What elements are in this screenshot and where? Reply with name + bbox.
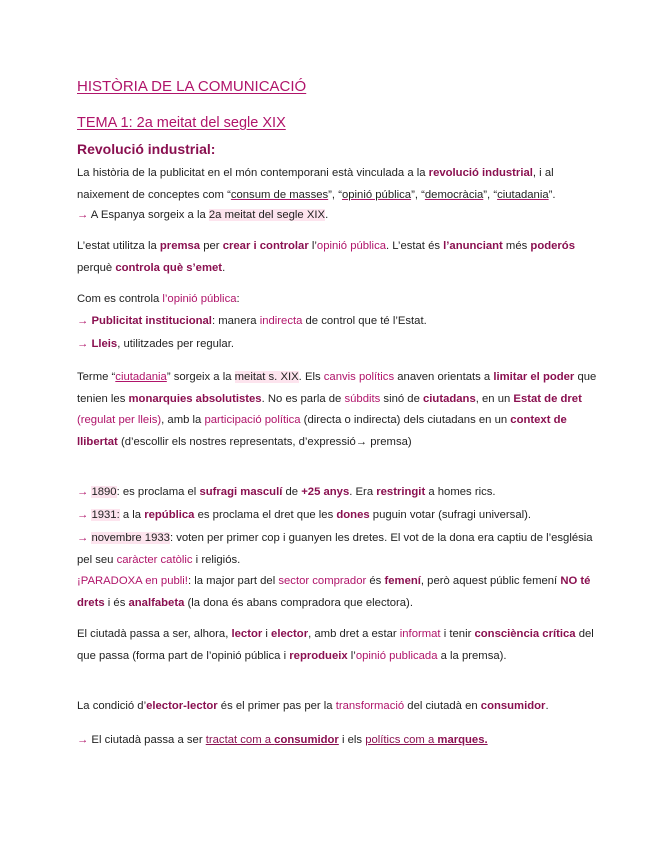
list-item-1931: → 1931: a la república es proclama el dret que les dones puguin votar (sufragi universal). [77, 509, 532, 521]
list-item-publicitat: → Publicitat institucional: manera indirecta de control que té l’Estat. [77, 315, 427, 327]
arrow-icon: → [77, 486, 89, 498]
list-item-lleis: → Lleis, utilitzades per regular. [77, 338, 234, 350]
arrow-icon: → [77, 734, 89, 746]
document-title: HISTÒRIA DE LA COMUNICACIÓ [77, 78, 307, 95]
paragraph-condicio: La condició d’elector-lector és el primer pas per la transformació del ciutadà en consumidor. [77, 700, 549, 712]
paragraph-espanya: → A Espanya sorgeix a la 2a meitat del segle XIX. [77, 209, 329, 221]
paragraph-estat: L’estat utilitza la premsa per crear i controlar l’opinió pública. L’estat és l’anunciant més poderós perquè controla què s’emet. [77, 240, 575, 274]
paragraph-consumidor: → El ciutadà passa a ser tractat com a consumidor i els polítics com a marques. [77, 734, 488, 746]
list-item-1933: → novembre 1933: voten per primer cop i guanyen les dretes. El vot de la dona era captiu de l’església pel seu caràcter catòlic i religiós. [77, 532, 593, 566]
paragraph-ciutadania: Terme “ciutadania” sorgeix a la meitat s. XIX. Els canvis polítics anaven orientats a limitar el poder que tenien les monarquies absolutistes. No es parla de súbdits sinó de ciutadans, en un Estat de dret (regulat per lleis), amb la participació política (directa o indirecta) dels ciutadans en un context de llibertat (d’escollir els nostres representats, d’expressió→ premsa) [77, 371, 597, 448]
section-heading: Revolució industrial: [77, 141, 216, 157]
arrow-icon: → [77, 338, 89, 350]
paragraph-control: Com es controla l’opinió pública: [77, 293, 240, 305]
paragraph-intro: La història de la publicitat en el món contemporani està vinculada a la revolució industrial, i al naixement de conceptes com “consum de masses”, “opinió pública”, “democràcia”, “ciutadania”. [77, 167, 556, 201]
tema-heading: TEMA 1: 2a meitat del segle XIX [77, 115, 286, 131]
paragraph-paradoxa: ¡PARADOXA en publi!: la major part del sector comprador és femení, però aquest públic femení NO té drets i és analfabeta (la dona és abans compradora que electora). [77, 575, 591, 609]
paragraph-lector-elector: El ciutadà passa a ser, alhora, lector i elector, amb dret a estar informat i tenir consciència crítica del que passa (forma part de l’opinió pública i reprodueix l’opinió publicada a la premsa). [77, 628, 594, 662]
arrow-icon: → [77, 209, 89, 221]
arrow-icon: → [77, 532, 89, 544]
list-item-1890: → 1890: es proclama el sufragi masculí de +25 anys. Era restringit a homes rics. [77, 486, 496, 498]
arrow-icon: → [77, 509, 89, 521]
arrow-icon: → [77, 315, 89, 327]
